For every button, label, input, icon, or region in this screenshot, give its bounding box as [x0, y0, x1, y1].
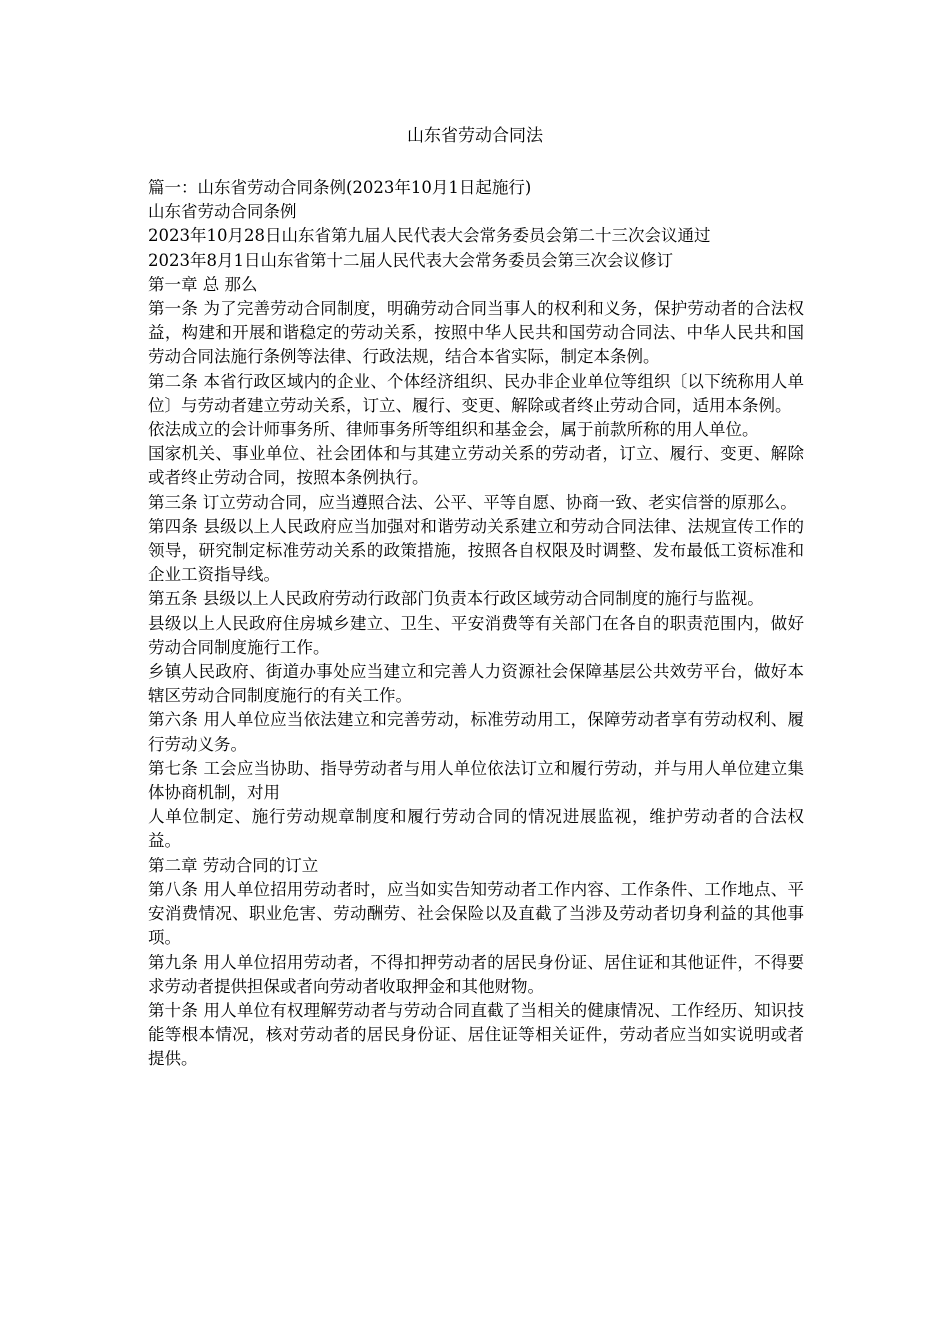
paragraph: 第四条 县级以上人民政府应当加强对和谐劳动关系建立和劳动合同法律、法规宣传工作的领导，研究制定标准劳动关系的政策措施，按照各自权限及时调整、发布最低工资标准和企业工资指导线。: [148, 516, 804, 585]
chapter-heading: 第一章 总 那么: [148, 274, 258, 294]
paragraph: 第六条 用人单位应当依法建立和完善劳动，标准劳动用工，保障劳动者享有劳动权利、履行劳动义务。: [148, 710, 804, 754]
paragraph: 第二条 本省行政区域内的企业、个体经济组织、民办非企业单位等组织〔以下统称用人单位〕与劳动者建立劳动关系，订立、履行、变更、解除或者终止劳动合同，适用本条例。: [148, 371, 804, 415]
paragraph: 第九条 用人单位招用劳动者，不得扣押劳动者的居民身份证、居住证和其他证件，不得要求劳动者提供担保或者向劳动者收取押金和其他财物。: [148, 952, 804, 996]
paragraph: 国家机关、事业单位、社会团体和与其建立劳动关系的劳动者，订立、履行、变更、解除或者终止劳动合同，按照本条例执行。: [148, 444, 804, 488]
document-body: [148, 176, 804, 1072]
paragraph: 2023年8月1日山东省第十二届人民代表大会常务委员会第三次会议修订: [148, 250, 673, 270]
paragraph: 乡镇人民政府、街道办事处应当建立和完善人力资源社会保障基层公共效劳平台，做好本辖区劳动合同制度施行的有关工作。: [148, 662, 804, 706]
paragraph: 县级以上人民政府住房城乡建立、卫生、平安消费等有关部门在各自的职责范围内，做好劳动合同制度施行工作。: [148, 613, 804, 657]
paragraph: 2023年10月28日山东省第九届人民代表大会常务委员会第二十三次会议通过: [148, 226, 711, 246]
paragraph: 依法成立的会计师事务所、律师事务所等组织和基金会，属于前款所称的用人单位。: [148, 420, 759, 440]
paragraph: 第五条 县级以上人民政府劳动行政部门负责本行政区域劳动合同制度的施行与监视。: [148, 589, 764, 609]
paragraph: 第一条 为了完善劳动合同制度，明确劳动合同当事人的权利和义务，保护劳动者的合法权益，构建和开展和谐稳定的劳动关系，按照中华人民共和国劳动合同法、中华人民共和国劳动合同法施行条例等法律、行政法规，结合本省实际，制定本条例。: [148, 299, 804, 367]
paragraph: 篇一：山东省劳动合同条例(2023年10月1日起施行): [148, 178, 532, 197]
paragraph: 第三条 订立劳动合同，应当遵照合法、公平、平等自愿、协商一致、老实信誉的原那么。: [148, 492, 797, 512]
paragraph: 人单位制定、施行劳动规章制度和履行劳动合同的情况进展监视，维护劳动者的合法权益。: [148, 807, 804, 851]
paragraph: 第七条 工会应当协助、指导劳动者与用人单位依法订立和履行劳动，并与用人单位建立集体协商机制，对用: [148, 758, 804, 803]
paragraph: 第八条 用人单位招用劳动者时，应当如实告知劳动者工作内容、工作条件、工作地点、平安消费情况、职业危害、劳动酬劳、社会保险以及直截了当涉及劳动者切身利益的其他事项。: [148, 879, 804, 948]
chapter-heading: 第二章 劳动合同的订立: [148, 855, 319, 875]
document-title: 山东省劳动合同法: [407, 126, 543, 146]
paragraph: 第十条 用人单位有权理解劳动者与劳动合同直截了当相关的健康情况、工作经历、知识技能等根本情况，核对劳动者的居民身份证、居住证等相关证件，劳动者应当如实说明或者提供。: [148, 1000, 804, 1069]
paragraph: 山东省劳动合同条例: [148, 202, 297, 222]
